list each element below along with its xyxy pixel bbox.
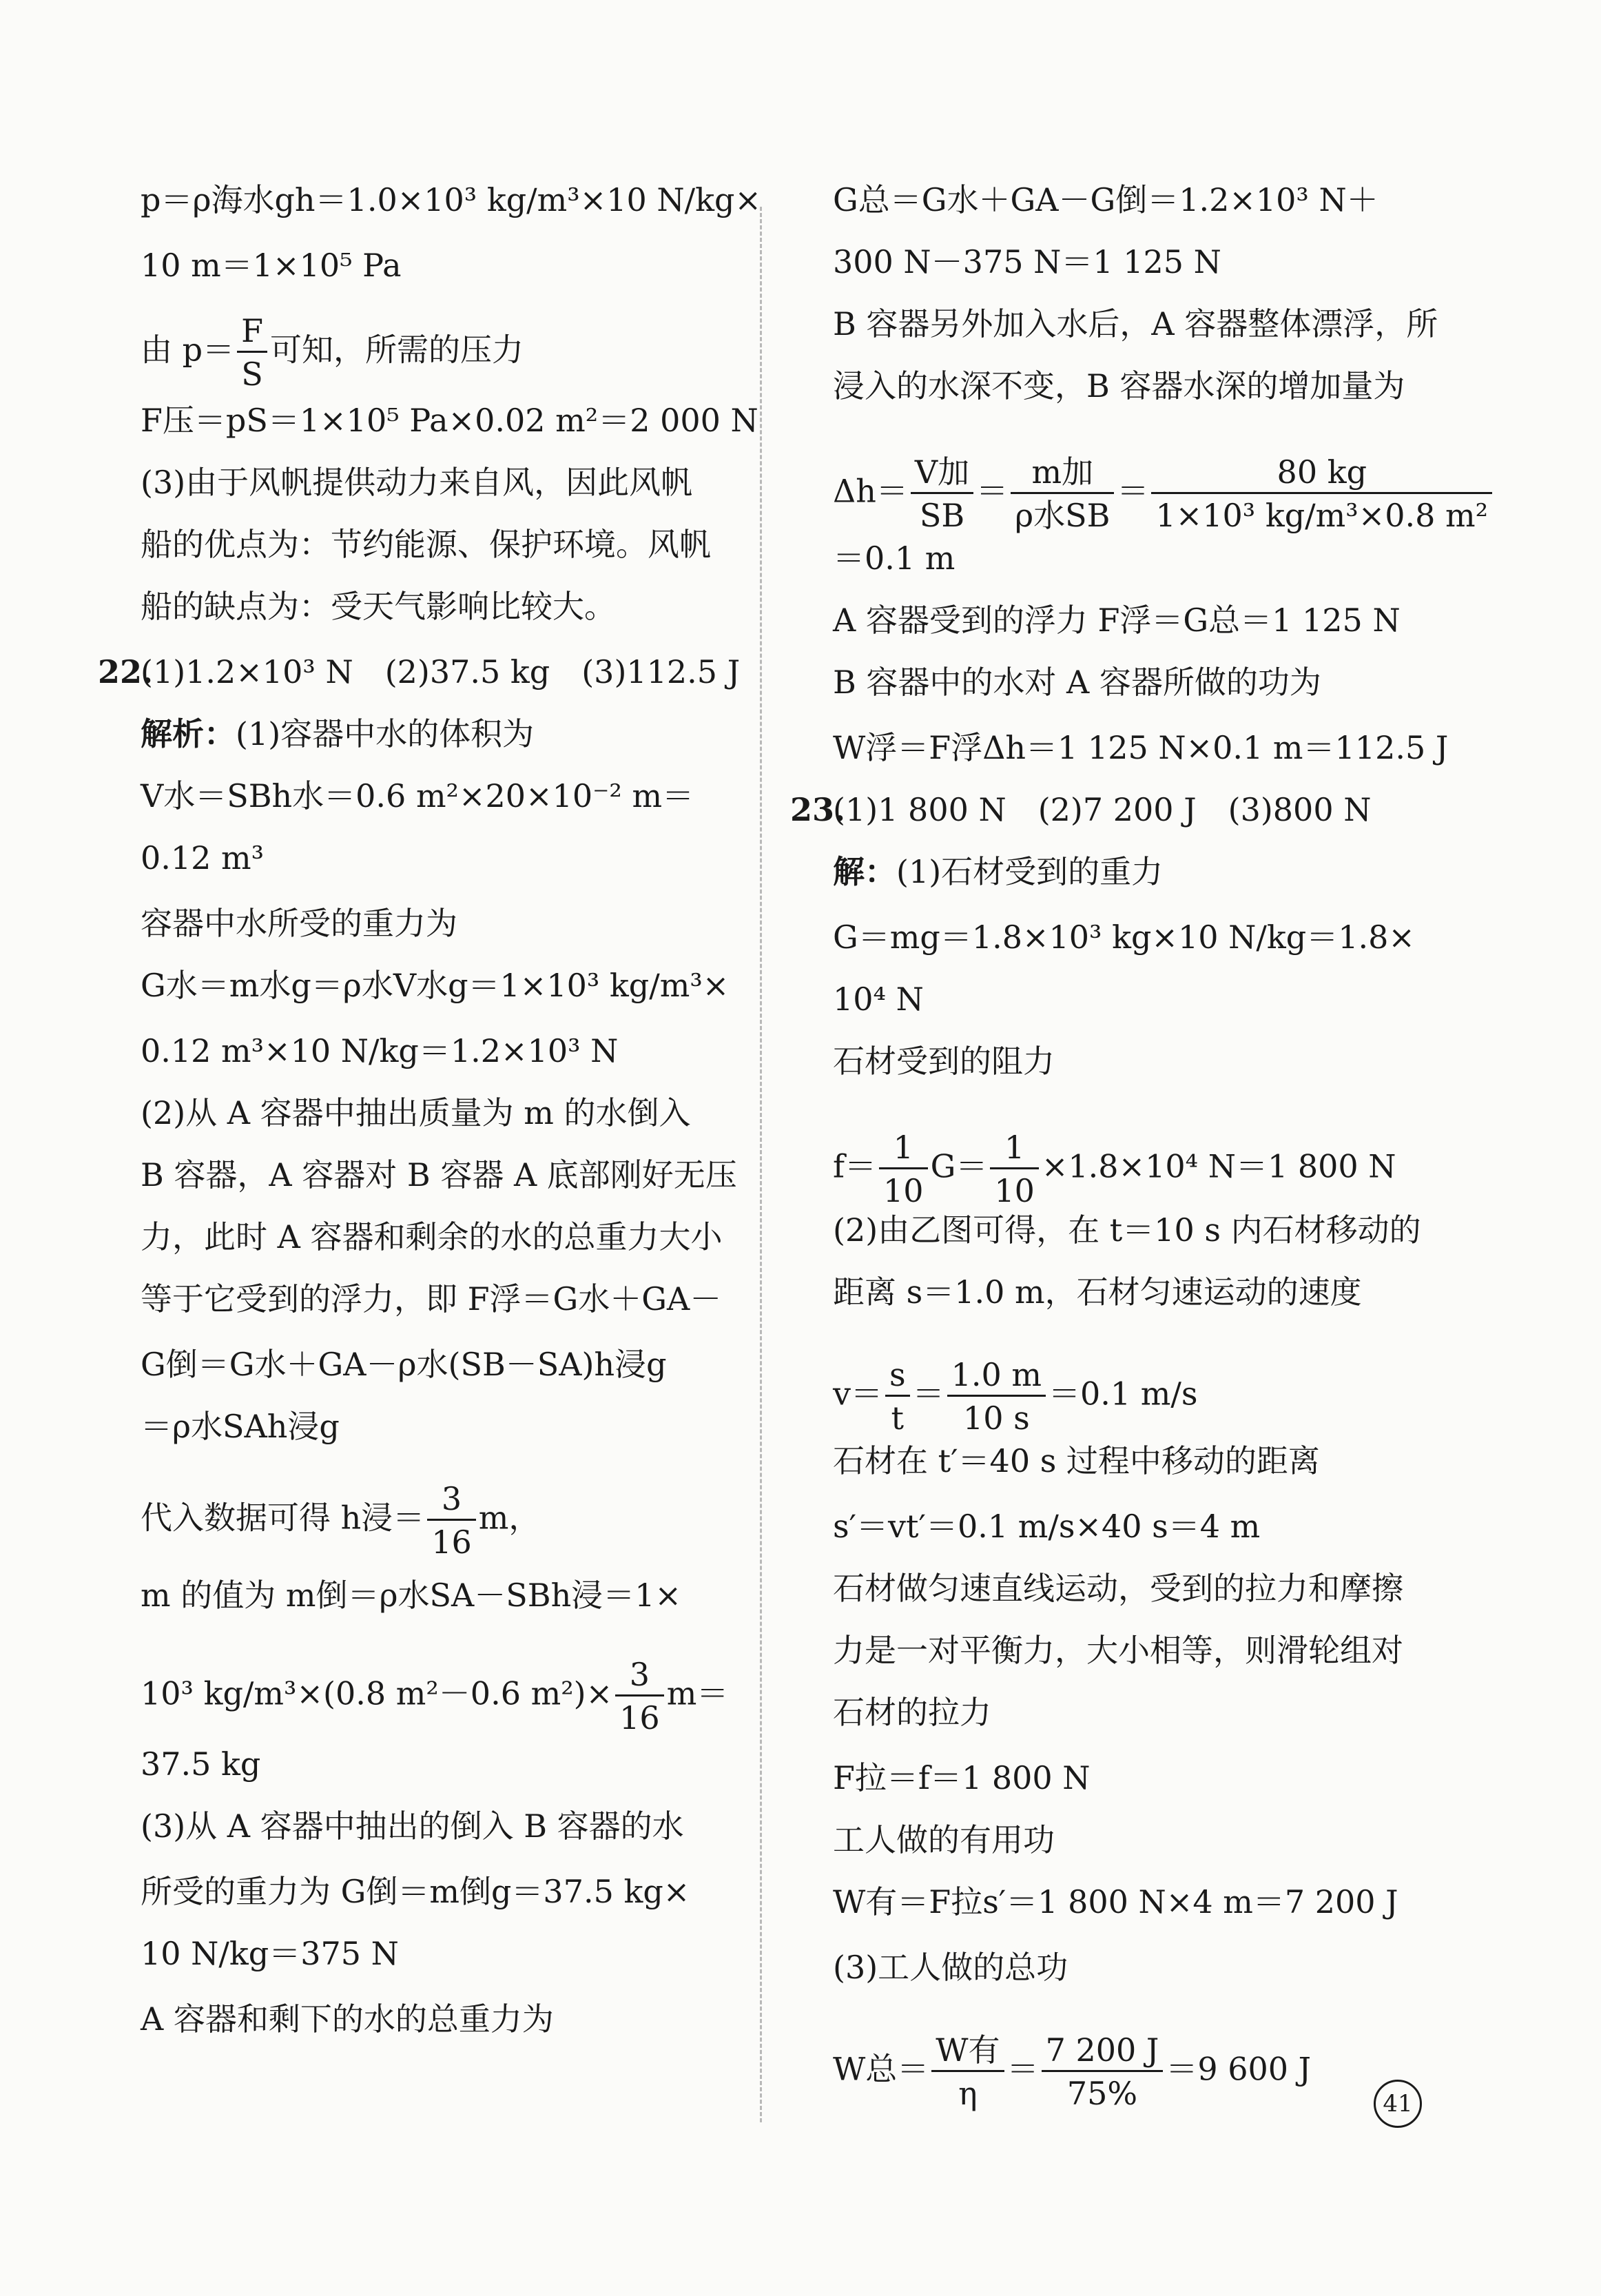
formula-text: ＝9 600 J [1166,2050,1312,2088]
body-text: B 容器另外加入水后，A 容器整体漂浮，所 [833,305,1438,342]
fraction [237,314,267,391]
body-text: 石材的拉力 [833,1694,991,1731]
fraction-numerator: 1.0 m [947,1357,1046,1397]
text-line [141,586,616,627]
body-text: 10 m＝1×10⁵ Pa [141,247,402,284]
fraction-denominator: 10 [994,1172,1035,1209]
fraction [615,1657,664,1735]
body-text: 等于它受到的浮力，即 F浮＝G水＋GA－ [141,1280,722,1318]
text-line [141,713,534,755]
text-line [141,1998,554,2040]
text-line [98,651,741,693]
body-text: 0.12 m³ [141,839,265,877]
body-text: m 的值为 m倒＝ρ水SA－SBh浸＝1× [141,1577,682,1614]
body-text: 船的缺点为：受天气影响比较大。 [141,588,616,625]
formula-text: Δh＝ [833,472,908,510]
body-text: 石材受到的阻力 [833,1043,1055,1080]
formula-text: 代入数据可得 h浸＝ [141,1499,425,1537]
fraction [990,1130,1039,1208]
body-text: 力，此时 A 容器和剩余的水的总重力大小 [141,1218,723,1255]
fraction-denominator: t [891,1400,905,1437]
answer-text: (1)1.2×10³ N (2)37.5 kg (3)112.5 J [141,653,741,690]
text-line [833,1757,1091,1798]
body-text: 石材在 t′＝40 s 过程中移动的距离 [833,1442,1320,1479]
body-text: B 容器中的水对 A 容器所做的功为 [833,664,1321,701]
text-line [141,837,264,879]
formula-text: v＝ [833,1375,882,1413]
text-line [141,312,524,393]
solution-label: 解析： [141,715,236,752]
text-line [833,662,1321,703]
body-text: G水＝m水g＝ρ水V水g＝1×10³ kg/m³× [141,967,730,1004]
fraction-denominator: 16 [619,1699,660,1736]
text-line [141,1278,721,1320]
formula-text: ×1.8×10⁴ N＝1 800 N [1041,1147,1396,1185]
fraction [947,1357,1046,1435]
body-text: 所受的重力为 G倒＝m倒g＝37.5 kg× [141,1873,690,1910]
fraction-numerator: 3 [427,1482,476,1521]
fraction-numerator: s [885,1357,910,1397]
fraction-denominator: 1×10³ kg/m³×0.8 m² [1155,497,1489,534]
body-text: W有＝F拉s′＝1 800 N×4 m＝7 200 J [833,1883,1398,1920]
text-line [833,179,1378,221]
formula-text: W总＝ [833,2050,929,2088]
text-line [141,462,692,503]
formula-text: ＝ [912,1375,944,1413]
body-text: 工人做的有用功 [833,1821,1055,1858]
text-line [141,400,758,441]
text-line [141,1933,399,1974]
text-line [833,241,1221,283]
body-text: W浮＝F浮Δh＝1 125 N×0.1 m＝112.5 J [833,729,1449,766]
text-line [833,1129,1396,1209]
text-line [141,775,694,817]
text-line [833,1041,1055,1082]
text-line [141,524,711,565]
fraction [911,455,973,533]
body-text: (2)从 A 容器中抽出质量为 m 的水倒入 [141,1094,691,1131]
fraction-denominator: 16 [431,1524,472,1561]
text-line [833,599,1401,641]
text-line [141,1406,340,1447]
body-text: p＝ρ海水gh＝1.0×10³ kg/m³×10 N/kg× [141,181,762,218]
fraction-denominator: 10 [883,1172,924,1209]
body-text: 距离 s＝1.0 m，石材匀速运动的速度 [833,1273,1362,1311]
text-line [833,727,1448,768]
fraction [879,1130,928,1208]
formula-text: m＝ [666,1674,729,1712]
text-line [141,1871,690,1912]
body-text: V水＝SBh水＝0.6 m²×20×10⁻² m＝ [141,777,694,814]
formula-text: ＝0.1 m/s [1049,1375,1198,1413]
body-text: 37.5 kg [141,1745,261,1783]
body-text: (3)由于风帆提供动力来自风，因此风帆 [141,464,693,501]
text-line [833,1692,991,1733]
text-line: Δh＝ $\frac{\text{V加}}{SB}$ ＝ $\frac{\text{m加}}{\text{ρ水SB}}$ ＝ $\frac{80 kg}{\text{1×10³ kg/m³×0.8 m²}}$ [833,455,1495,496]
fraction-denominator: 75% [1066,2075,1138,2112]
question-number: 22. [98,653,154,690]
question-number: 23. [790,791,846,828]
fraction-numerator: 1 [879,1130,928,1169]
text-line [141,1480,541,1561]
column-divider [760,207,762,2122]
formula-text: 可知，所需的压力 [270,331,524,369]
text-line [141,1030,618,1072]
text-line [833,978,924,1020]
fraction [885,1357,910,1435]
body-text: 浸入的水深不变，B 容器水深的增加量为 [833,367,1405,404]
text-line [833,365,1405,407]
body-text: 10 N/kg＝375 N [141,1935,399,1972]
fraction [931,2033,1004,2111]
body-text: B 容器，A 容器对 B 容器 A 底部刚好无压 [141,1156,737,1193]
text-line [141,965,729,1006]
fraction-denominator: 10 s [962,1400,1030,1437]
fraction-numerator: V加 [911,455,973,494]
text-line [833,303,1438,345]
formula-text: ＝ [1006,2050,1039,2088]
text-line [833,1440,1320,1482]
page-number: 41 [1374,2080,1422,2128]
formula-text: 由 p＝ [141,331,235,369]
text-line [141,1092,691,1134]
body-text: A 容器和剩下的水的总重力为 [141,2000,554,2038]
text-line [141,1575,681,1616]
fraction-numerator: 1 [990,1130,1039,1169]
text-line [141,1805,684,1847]
text-line [790,789,1372,830]
formula-text: m， [478,1499,541,1537]
text-line [833,537,955,579]
fraction-denominator: SB [919,497,965,534]
text-line [141,245,402,286]
body-text: ＝0.1 m [833,540,956,577]
text-line [141,179,761,221]
body-text: s′＝vt′＝0.1 m/s×40 s＝4 m [833,1508,1261,1545]
fraction-numerator: 3 [615,1657,664,1697]
text-line [833,1356,1198,1437]
formula-text: G＝ [930,1147,988,1185]
fraction-numerator: W有 [931,2033,1004,2072]
body-text: G倒＝G水＋GA－ρ水(SB－SA)h浸g [141,1346,667,1383]
body-text: (2)由乙图可得，在 t＝10 s 内石材移动的 [833,1211,1421,1249]
fraction-denominator: S [241,356,263,393]
text-line [833,1568,1403,1609]
text-line [833,1819,1055,1861]
body-text: G＝mg＝1.8×10³ kg×10 N/kg＝1.8× [833,919,1415,956]
text-line [833,1506,1260,1547]
text-line [833,1209,1421,1251]
fraction-numerator: 80 kg [1151,455,1492,494]
body-text: 10⁴ N [833,981,924,1018]
body-text: 0.12 m³×10 N/kg＝1.2×10³ N [141,1032,619,1069]
text-line [833,1271,1362,1313]
fraction-numerator: m加 [1011,455,1114,494]
text-line [833,2031,1312,2112]
fraction-numerator: 7 200 J [1042,2033,1164,2072]
body-text: ＝ρ水SAh浸g [141,1408,340,1445]
body-text: 容器中水所受的重力为 [141,905,457,942]
body-text: 船的优点为：节约能源、保护环境。风帆 [141,526,711,563]
solution-text: (1)容器中水的体积为 [236,715,535,752]
body-text: 石材做匀速直线运动，受到的拉力和摩擦 [833,1570,1403,1607]
text-line [833,1630,1403,1671]
fraction-numerator: F [237,314,267,353]
text-line [141,1344,667,1385]
body-text: (3)从 A 容器中抽出的倒入 B 容器的水 [141,1807,684,1845]
body-text: A 容器受到的浮力 F浮＝G总＝1 125 N [833,602,1401,639]
fraction-denominator: η [958,2075,978,2112]
text-line [141,1154,737,1196]
fraction [1011,455,1114,533]
formula-text: f＝ [833,1147,877,1185]
answer-text: (1)1 800 N (2)7 200 J (3)800 N [833,791,1372,828]
solution-text: (1)石材受到的重力 [896,853,1164,890]
text-line [141,1743,260,1785]
fraction [1151,455,1492,533]
text-line [141,1216,722,1258]
text-line [141,1656,729,1736]
body-text: 力是一对平衡力，大小相等，则滑轮组对 [833,1632,1403,1669]
text-line [833,916,1415,958]
fraction [1042,2033,1164,2111]
body-text: 300 N－375 N＝1 125 N [833,243,1221,280]
fraction-denominator: ρ水SB [1015,497,1111,534]
text-line [833,1881,1398,1923]
body-text: F压＝pS＝1×10⁵ Pa×0.02 m²＝2 000 N [141,402,758,439]
text-line [833,1947,1068,1988]
text-line [833,851,1163,892]
text-line [141,903,457,944]
formula-text: 10³ kg/m³×(0.8 m²－0.6 m²)× [141,1674,613,1712]
body-text: G总＝G水＋GA－G倒＝1.2×10³ N＋ [833,181,1378,218]
body-text: (3)工人做的总功 [833,1949,1068,1986]
body-text: F拉＝f＝1 800 N [833,1759,1091,1796]
fraction [427,1482,476,1559]
solution-label: 解： [833,853,896,890]
